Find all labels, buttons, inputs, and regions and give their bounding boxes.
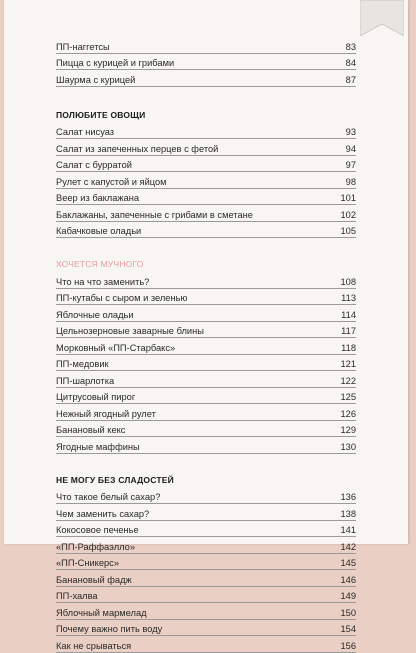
toc-entry-title: Салат нисуаз	[56, 127, 115, 137]
section-title: ХОЧЕТСЯ МУЧНОГО	[56, 259, 144, 269]
toc-entry	[56, 123, 356, 140]
toc-section-0	[56, 37, 356, 87]
toc-entry	[56, 305, 356, 322]
toc-entry-page: 154	[340, 624, 356, 634]
toc-entry-page: 141	[340, 525, 356, 535]
toc-entry	[56, 139, 356, 156]
toc-entry-title: Яблочные оладьи	[56, 309, 134, 320]
toc-entry	[56, 554, 356, 571]
toc-section-vegetables	[56, 107, 356, 239]
toc-entry-title: Баклажаны, запеченные с грибами в сметане	[56, 209, 253, 220]
toc-entry-title: Что на что заменить?	[56, 276, 150, 287]
toc-entry-page: 98	[345, 176, 356, 187]
toc-entry-page: 97	[345, 160, 356, 170]
toc-entry	[56, 338, 356, 355]
toc-entry-page: 93	[345, 127, 356, 137]
toc-entry-title: Ягодные маффины	[56, 441, 140, 452]
toc-entry	[56, 156, 356, 173]
toc-entry-title: Банановый кекс	[56, 425, 126, 435]
toc-entry-title: Цельнозерновые заварные блины	[56, 326, 204, 336]
toc-entry	[56, 272, 356, 289]
toc-entry	[56, 521, 356, 538]
toc-entry-title: Пицца с курицей и грибами	[56, 58, 175, 68]
toc-entry-page: 87	[345, 74, 356, 85]
toc-entry	[56, 570, 356, 587]
toc-entry-page: 94	[345, 143, 356, 154]
toc-entry-title: ПП-наггетсы	[56, 41, 110, 52]
toc-entry-title: Кабачковые оладьи	[56, 226, 142, 236]
toc-entry-page: 105	[340, 226, 356, 236]
toc-entry-title: Как не срываться	[56, 640, 132, 651]
toc-entry	[56, 37, 356, 54]
toc-entry	[56, 421, 356, 438]
toc-entry-page: 129	[340, 425, 356, 435]
toc-entry-page: 101	[340, 193, 356, 203]
table-of-contents	[56, 37, 356, 653]
toc-entry-title: «ПП-Раффаэлло»	[56, 541, 135, 552]
toc-section-baking	[56, 256, 356, 454]
toc-entry-page: 125	[340, 392, 356, 402]
toc-section-sweets	[56, 472, 356, 653]
toc-entry-page: 122	[340, 375, 356, 386]
toc-entry	[56, 205, 356, 222]
toc-entry-page: 138	[340, 508, 356, 519]
toc-entry-title: ПП-медовик	[56, 359, 109, 369]
toc-entry	[56, 54, 356, 71]
toc-entry-title: ПП-шарлотка	[56, 375, 115, 386]
toc-entry-page: 84	[345, 58, 356, 68]
toc-entry	[56, 404, 356, 421]
toc-entry-title: Морковный «ПП-Старбакс»	[56, 342, 176, 353]
toc-entry-title: ПП-кутабы с сыром и зеленью	[56, 293, 188, 303]
toc-entry-page: 114	[341, 309, 356, 320]
toc-entry-page: 117	[341, 326, 356, 336]
toc-entry	[56, 488, 356, 505]
toc-entry-title: Что такое белый сахар?	[56, 492, 161, 502]
toc-entry-page: 149	[340, 591, 356, 601]
toc-entry	[56, 603, 356, 620]
toc-entry	[56, 289, 356, 306]
toc-entry-title: Кокосовое печенье	[56, 525, 139, 535]
toc-entry-title: Салат из запеченных перцев с фетой	[56, 143, 219, 154]
book-page	[4, 0, 408, 651]
toc-entry	[56, 322, 356, 339]
toc-entry	[56, 189, 356, 206]
toc-entry	[56, 504, 356, 521]
section-title: ПОЛЮБИТЕ ОВОЩИ	[56, 109, 146, 120]
bookmark-ribbon-icon	[360, 0, 404, 36]
toc-entry-title: Почему важно пить воду	[56, 624, 163, 634]
toc-entry-page: 146	[340, 574, 356, 585]
toc-entry	[56, 587, 356, 604]
toc-entry-title: Чем заменить сахар?	[56, 508, 150, 519]
toc-entry	[56, 172, 356, 189]
toc-entry-title: Яблочный мармелад	[56, 607, 147, 618]
section-title: НЕ МОГУ БЕЗ СЛАДОСТЕЙ	[56, 474, 174, 485]
toc-entry-page: 136	[340, 492, 356, 502]
toc-entry-title: Рулет с капустой и яйцом	[56, 176, 167, 187]
toc-entry	[56, 70, 356, 87]
toc-entry-page: 130	[340, 441, 356, 452]
toc-entry	[56, 437, 356, 454]
toc-entry-title: Салат с бурратой	[56, 160, 132, 170]
toc-entry	[56, 371, 356, 388]
toc-entry-page: 118	[341, 342, 356, 353]
toc-entry-page: 108	[340, 276, 356, 287]
toc-entry-page: 142	[340, 541, 356, 552]
toc-entry-page: 121	[340, 359, 356, 369]
toc-entry	[56, 388, 356, 405]
toc-entry-page: 156	[340, 640, 356, 651]
toc-entry-page: 126	[340, 408, 356, 419]
toc-entry-title: Шаурма с курицей	[56, 74, 136, 85]
toc-entry-page: 102	[340, 209, 356, 220]
toc-entry-page: 83	[345, 41, 356, 52]
toc-entry-page: 150	[340, 607, 356, 618]
toc-entry	[56, 620, 356, 637]
toc-entry-title: Нежный ягодный рулет	[56, 408, 156, 419]
toc-entry-title: Веер из баклажана	[56, 193, 140, 203]
toc-entry-title: «ПП-Сникерс»	[56, 558, 120, 568]
toc-entry-page: 145	[340, 558, 356, 568]
toc-entry	[56, 537, 356, 554]
toc-entry-title: Банановый фадж	[56, 574, 132, 585]
toc-entry-title: ПП-халва	[56, 591, 98, 601]
toc-entry	[56, 355, 356, 372]
toc-entry	[56, 636, 356, 653]
toc-entry-title: Цитрусовый пирог	[56, 392, 136, 402]
toc-entry-page: 113	[341, 293, 356, 303]
toc-entry	[56, 222, 356, 239]
